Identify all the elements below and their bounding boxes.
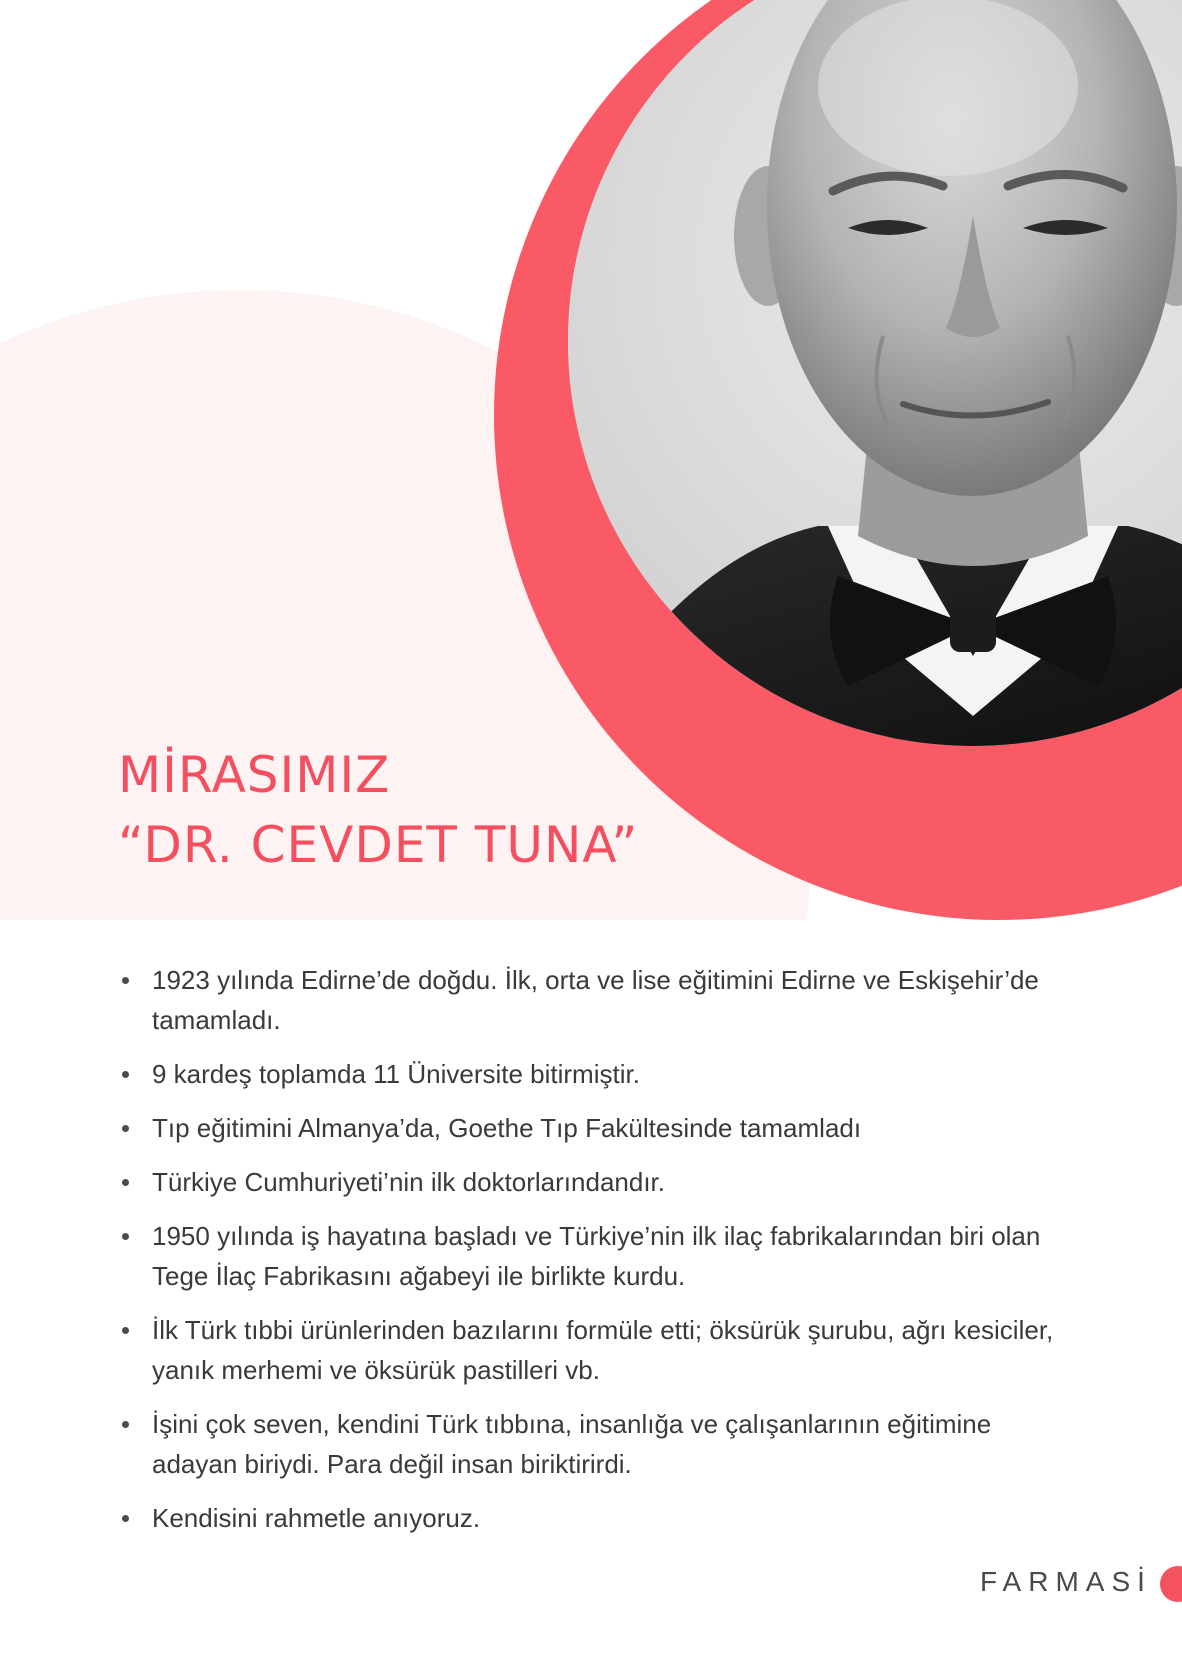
brand-dot-icon xyxy=(1160,1566,1182,1602)
portrait-photo xyxy=(568,0,1182,746)
biography-list xyxy=(118,960,1058,1552)
title-line-1: MİRASIMIZ xyxy=(118,746,391,804)
brand-logo-text: FARMASİ xyxy=(980,1566,1152,1597)
list-item: 1923 yılında Edirne’de doğdu. İlk, orta ve lise eğitimini Edirne ve Eskişehir’de tamamladı. xyxy=(118,960,1058,1040)
list-item: 9 kardeş toplamda 11 Üniversite bitirmiştir. xyxy=(118,1054,1058,1094)
title-line-2: “DR. CEVDET TUNA” xyxy=(118,816,639,874)
page-title xyxy=(118,740,638,880)
list-item: 1950 yılında iş hayatına başladı ve Türkiye’nin ilk ilaç fabrikalarından biri olan Tege İlaç Fabrikasını ağabeyi ile birlikte kurdu. xyxy=(118,1216,1058,1296)
list-item: Türkiye Cumhuriyeti’nin ilk doktorlarındandır. xyxy=(118,1162,1058,1202)
portrait-illustration xyxy=(568,0,1182,746)
list-item: İşini çok seven, kendini Türk tıbbına, insanlığa ve çalışanlarının eğitimine adayan biriydi. Para değil insan biriktirirdi. xyxy=(118,1404,1058,1484)
list-item: Kendisini rahmetle anıyoruz. xyxy=(118,1498,1058,1538)
list-item: İlk Türk tıbbi ürünlerinden bazılarını formüle etti; öksürük şurubu, ağrı kesiciler, yanık merhemi ve öksürük pastilleri vb. xyxy=(118,1310,1058,1390)
list-item: Tıp eğitimini Almanya’da, Goethe Tıp Fakültesinde tamamladı xyxy=(118,1108,1058,1148)
